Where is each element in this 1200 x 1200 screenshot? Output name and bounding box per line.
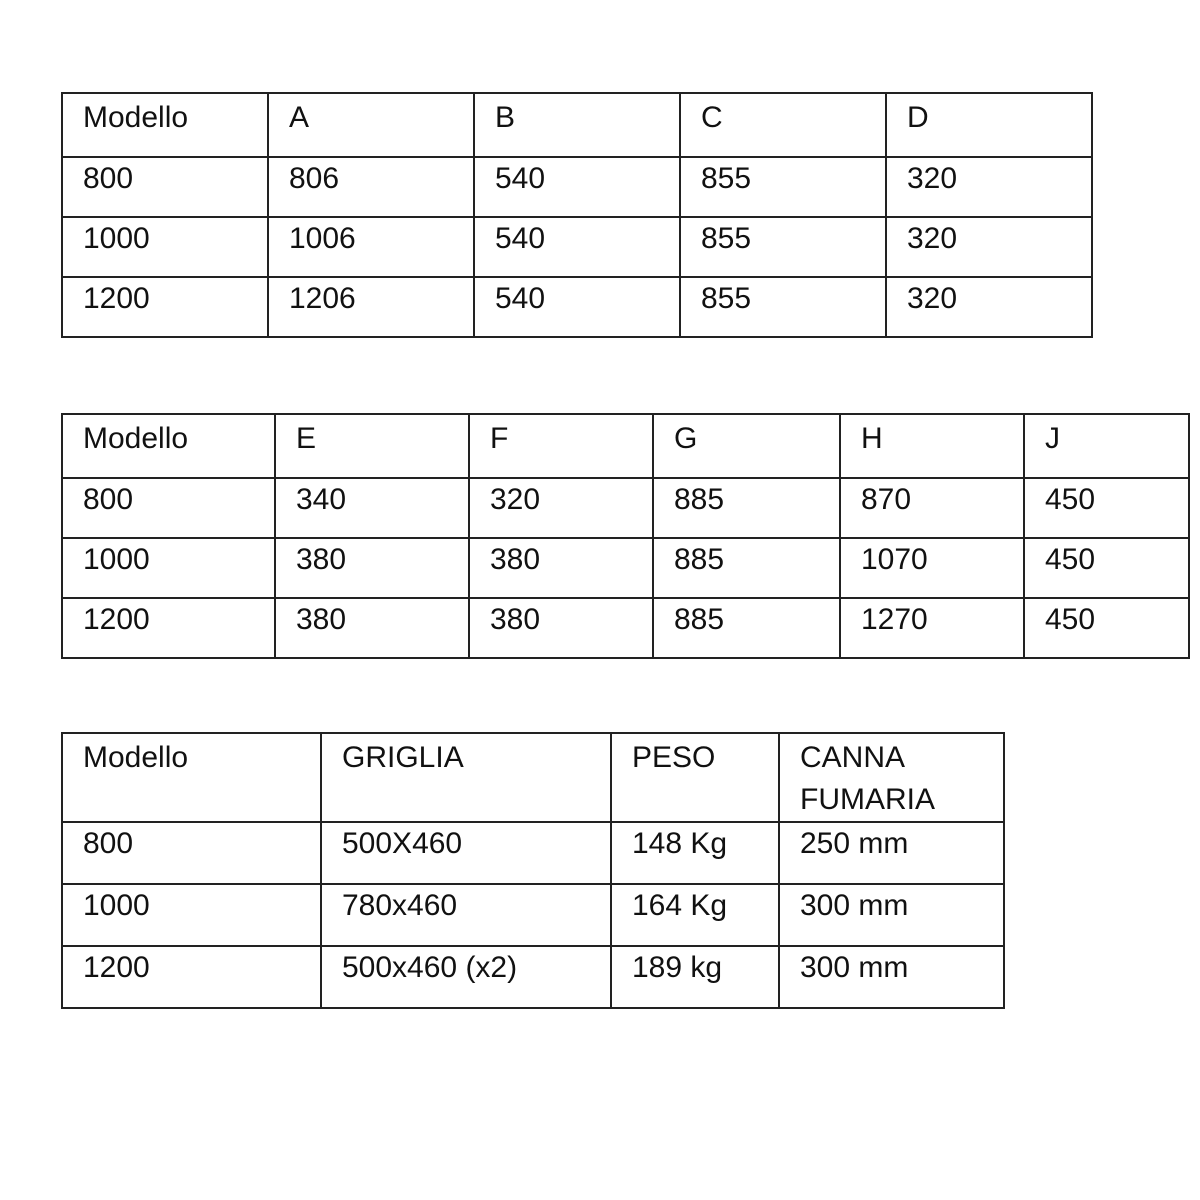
table-cell: 1070 <box>840 538 1024 598</box>
table-cell: 164 Kg <box>611 884 779 946</box>
table-cell: 1200 <box>62 277 268 337</box>
table-cell: 500X460 <box>321 822 611 884</box>
header-cell: C <box>680 93 886 157</box>
table-cell: 320 <box>886 217 1092 277</box>
table-header-row <box>62 733 1004 822</box>
table-cell: 380 <box>469 598 653 658</box>
table-cell: 870 <box>840 478 1024 538</box>
table-cell: 1000 <box>62 884 321 946</box>
table-cell: 380 <box>275 538 469 598</box>
table-cell: 800 <box>62 478 275 538</box>
header-cell: E <box>275 414 469 478</box>
dimensions-table-e-j <box>61 413 1190 659</box>
table-header-row <box>62 414 1189 478</box>
header-cell: CANNA FUMARIA <box>779 733 1004 822</box>
header-cell: Modello <box>62 93 268 157</box>
header-cell: B <box>474 93 680 157</box>
table-cell: 450 <box>1024 538 1189 598</box>
table-row <box>62 822 1004 884</box>
header-cell: G <box>653 414 840 478</box>
table-cell: 1200 <box>62 598 275 658</box>
table-cell: 320 <box>886 277 1092 337</box>
table-cell: 885 <box>653 538 840 598</box>
table-cell: 1270 <box>840 598 1024 658</box>
table-cell: 1006 <box>268 217 474 277</box>
table-cell: 800 <box>62 157 268 217</box>
table-row <box>62 946 1004 1008</box>
table-cell: 885 <box>653 478 840 538</box>
header-cell: PESO <box>611 733 779 822</box>
table-cell: 540 <box>474 157 680 217</box>
table-header-row <box>62 93 1092 157</box>
table-cell: 380 <box>275 598 469 658</box>
table-cell: 500x460 (x2) <box>321 946 611 1008</box>
table-cell: 540 <box>474 217 680 277</box>
header-cell: J <box>1024 414 1189 478</box>
header-cell: F <box>469 414 653 478</box>
table-row <box>62 884 1004 946</box>
table-cell: 780x460 <box>321 884 611 946</box>
table-cell: 450 <box>1024 598 1189 658</box>
table-cell: 806 <box>268 157 474 217</box>
table-cell: 540 <box>474 277 680 337</box>
table-cell: 340 <box>275 478 469 538</box>
specs-table-grid-weight-flue <box>61 732 1005 1009</box>
table-row <box>62 538 1189 598</box>
header-cell: A <box>268 93 474 157</box>
table-cell: 450 <box>1024 478 1189 538</box>
table-cell: 320 <box>469 478 653 538</box>
table-cell: 855 <box>680 157 886 217</box>
table-row <box>62 598 1189 658</box>
table-row <box>62 217 1092 277</box>
dimensions-table-a-d <box>61 92 1093 338</box>
table-cell: 189 kg <box>611 946 779 1008</box>
header-cell: Modello <box>62 733 321 822</box>
table-cell: 148 Kg <box>611 822 779 884</box>
table-row <box>62 157 1092 217</box>
header-cell: GRIGLIA <box>321 733 611 822</box>
header-cell: D <box>886 93 1092 157</box>
table-cell: 300 mm <box>779 946 1004 1008</box>
table-cell: 855 <box>680 277 886 337</box>
table-cell: 380 <box>469 538 653 598</box>
header-cell: Modello <box>62 414 275 478</box>
table-row <box>62 277 1092 337</box>
table-cell: 885 <box>653 598 840 658</box>
table-cell: 1000 <box>62 538 275 598</box>
table-cell: 250 mm <box>779 822 1004 884</box>
table-cell: 800 <box>62 822 321 884</box>
table-cell: 320 <box>886 157 1092 217</box>
table-cell: 1206 <box>268 277 474 337</box>
table-cell: 300 mm <box>779 884 1004 946</box>
table-cell: 1200 <box>62 946 321 1008</box>
table-cell: 1000 <box>62 217 268 277</box>
table-cell: 855 <box>680 217 886 277</box>
header-cell: H <box>840 414 1024 478</box>
table-row <box>62 478 1189 538</box>
